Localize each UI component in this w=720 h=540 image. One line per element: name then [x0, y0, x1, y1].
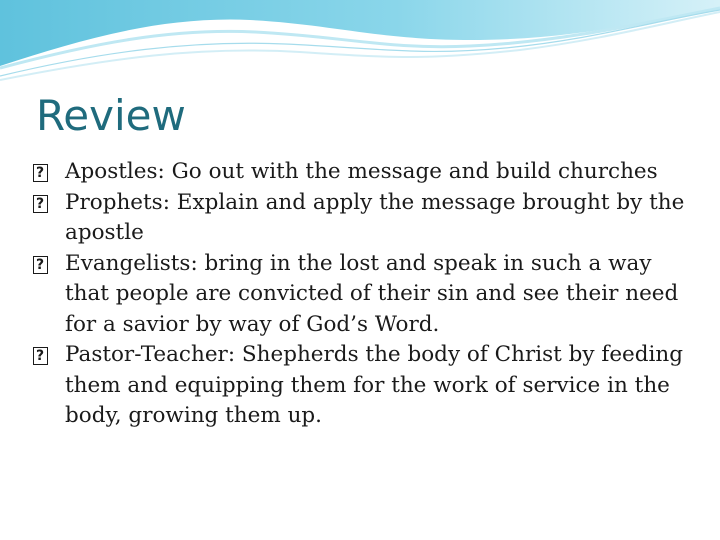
bullet-text: Pastor-Teacher: Shepherds the body of Christ by feeding them and equipping them for the work of service in the body, growing them up.	[65, 342, 684, 428]
header-wave-decoration	[0, 0, 720, 90]
bullet-text: Evangelists: bring in the lost and speak in such a way that people are convicted of their sin and see their need for a savior by way of God’s Word.	[65, 250, 679, 337]
missing-glyph-icon	[33, 256, 48, 274]
missing-glyph-icon	[33, 164, 48, 182]
missing-glyph-icon	[33, 195, 48, 213]
bullet-item-apostles	[32, 157, 692, 188]
missing-glyph-icon	[33, 347, 48, 365]
bullet-item-prophets	[32, 188, 692, 249]
bullet-item-pastor-teacher	[32, 340, 692, 432]
bullet-text: Prophets: Explain and apply the message brought by the apostle	[65, 189, 685, 245]
bullet-text: Apostles: Go out with the message and build churches	[65, 159, 658, 184]
slide-title: Review	[36, 91, 186, 140]
bullet-item-evangelists	[32, 249, 692, 341]
bullet-list	[32, 157, 692, 432]
